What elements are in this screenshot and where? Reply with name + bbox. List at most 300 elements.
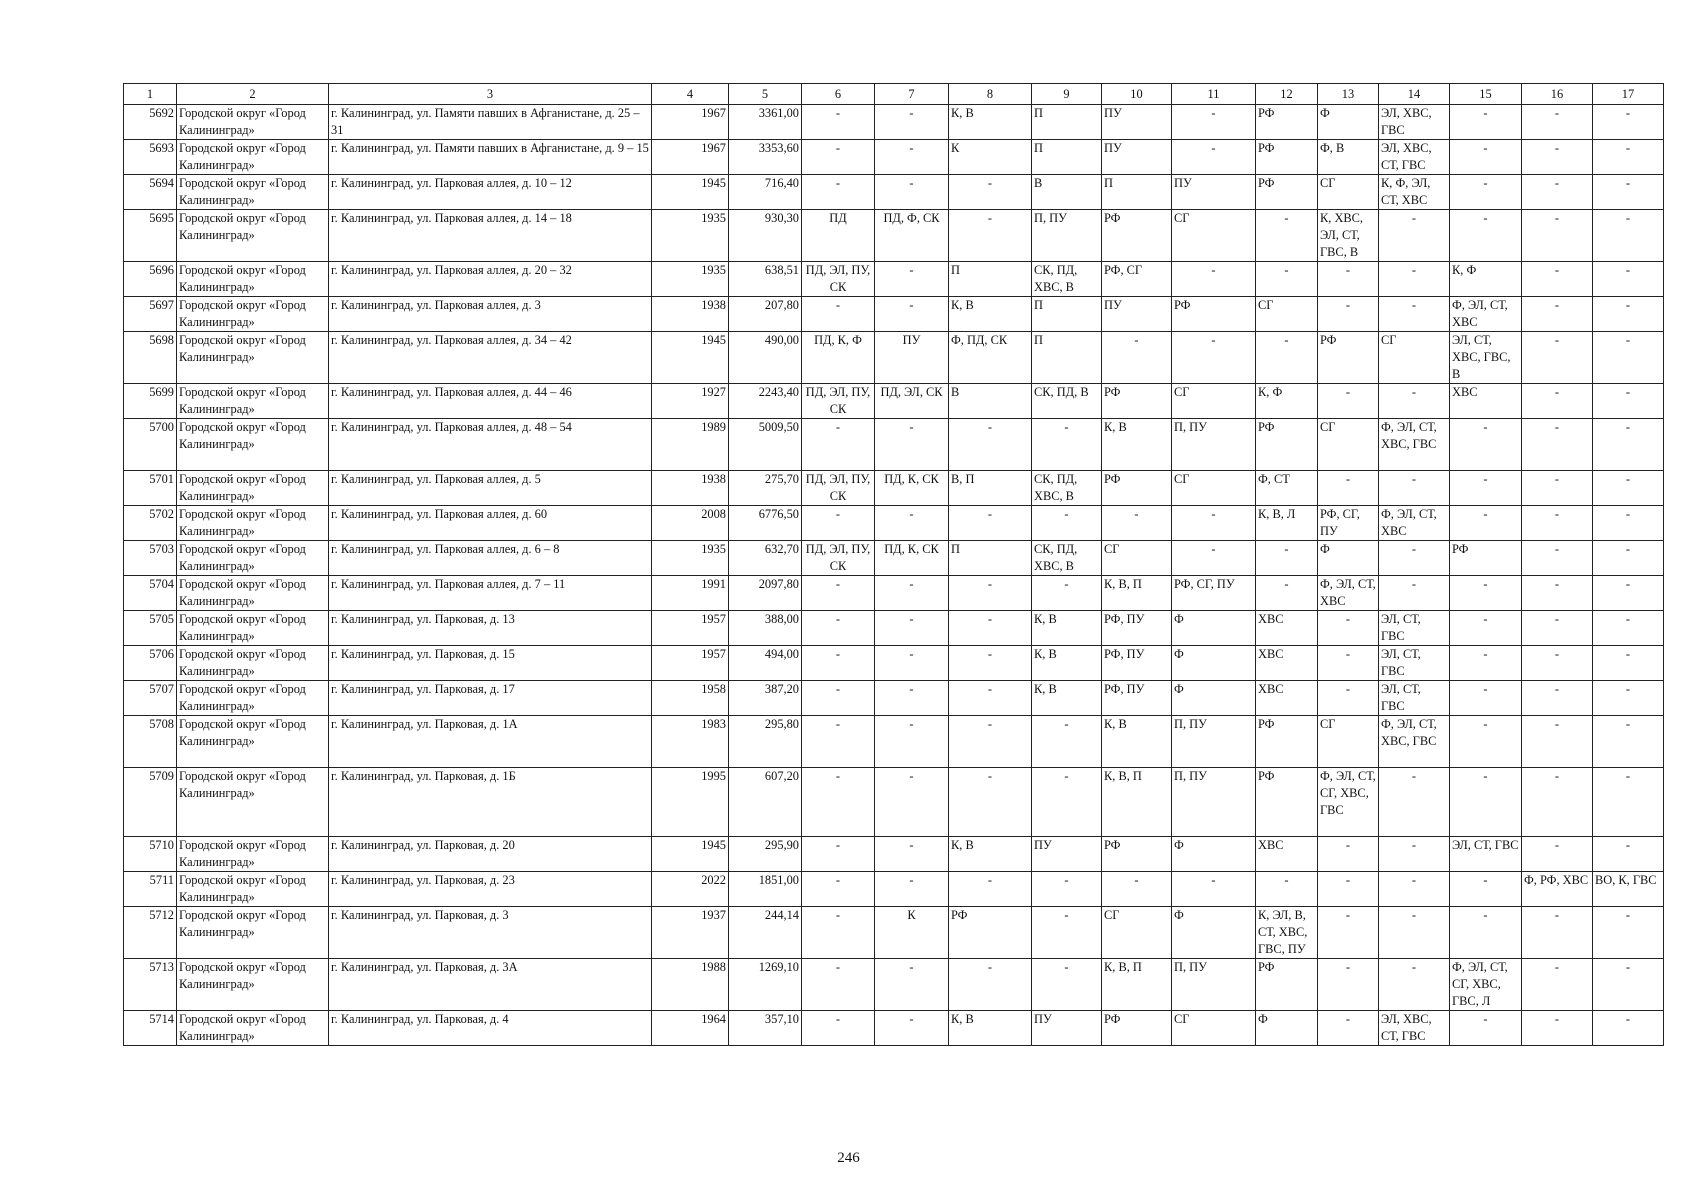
cell-col-9: - — [1032, 907, 1102, 959]
cell-col-6: - — [802, 872, 875, 907]
cell-municipality: Городской округ «Город Калининград» — [177, 681, 329, 716]
cell-col-8: - — [949, 210, 1032, 262]
cell-municipality: Городской округ «Город Калининград» — [177, 297, 329, 332]
cell-row-number: 5708 — [124, 716, 177, 768]
cell-col-9: К, В — [1032, 681, 1102, 716]
cell-col-11: СГ — [1172, 210, 1256, 262]
cell-col-11: П, ПУ — [1172, 419, 1256, 471]
cell-municipality: Городской округ «Город Калининград» — [177, 262, 329, 297]
cell-col-13: - — [1318, 297, 1379, 332]
cell-col-10: ПУ — [1102, 140, 1172, 175]
cell-col-13: - — [1318, 646, 1379, 681]
table-row — [124, 105, 1664, 140]
table-row — [124, 541, 1664, 576]
cell-col-8: К, В — [949, 105, 1032, 140]
cell-col-17: - — [1593, 175, 1664, 210]
cell-area: 5009,50 — [729, 419, 802, 471]
cell-col-9: К, В — [1032, 646, 1102, 681]
cell-col-9: - — [1032, 419, 1102, 471]
table-row — [124, 471, 1664, 506]
cell-col-16: - — [1522, 1011, 1593, 1046]
cell-col-6: ПД, К, Ф — [802, 332, 875, 384]
cell-col-16: - — [1522, 262, 1593, 297]
cell-col-7: - — [875, 611, 949, 646]
cell-address: г. Калининград, ул. Парковая, д. 1А — [329, 716, 652, 768]
cell-col-16: - — [1522, 175, 1593, 210]
cell-col-11: СГ — [1172, 1011, 1256, 1046]
cell-col-8: К, В — [949, 837, 1032, 872]
cell-col-17: - — [1593, 907, 1664, 959]
cell-col-7: К — [875, 907, 949, 959]
cell-col-13: - — [1318, 959, 1379, 1011]
cell-col-14: ЭЛ, СТ, ГВС — [1379, 646, 1450, 681]
cell-col-15: Ф, ЭЛ, СТ, СГ, ХВС, ГВС, Л — [1450, 959, 1522, 1011]
cell-col-7: ПД, К, СК — [875, 541, 949, 576]
cell-col-7: - — [875, 1011, 949, 1046]
cell-address: г. Калининград, ул. Парковая аллея, д. 10 – 12 — [329, 175, 652, 210]
cell-col-7: - — [875, 576, 949, 611]
cell-year: 1991 — [652, 576, 729, 611]
cell-col-17: - — [1593, 959, 1664, 1011]
table-row — [124, 872, 1664, 907]
cell-col-13: Ф — [1318, 541, 1379, 576]
cell-col-9: - — [1032, 716, 1102, 768]
cell-col-11: - — [1172, 105, 1256, 140]
cell-col-8: - — [949, 175, 1032, 210]
cell-col-12: РФ — [1256, 105, 1318, 140]
cell-col-9: ПУ — [1032, 1011, 1102, 1046]
cell-col-10: РФ — [1102, 1011, 1172, 1046]
column-header: 2 — [177, 84, 329, 105]
cell-address: г. Калининград, ул. Парковая аллея, д. 6 – 8 — [329, 541, 652, 576]
cell-col-16: - — [1522, 681, 1593, 716]
cell-year: 1938 — [652, 297, 729, 332]
cell-col-11: СГ — [1172, 384, 1256, 419]
cell-col-8: - — [949, 646, 1032, 681]
cell-area: 638,51 — [729, 262, 802, 297]
cell-col-7: - — [875, 140, 949, 175]
cell-col-17: - — [1593, 506, 1664, 541]
cell-col-8: - — [949, 959, 1032, 1011]
cell-col-16: Ф, РФ, ХВС — [1522, 872, 1593, 907]
cell-year: 1945 — [652, 175, 729, 210]
cell-col-6: ПД, ЭЛ, ПУ, СК — [802, 262, 875, 297]
cell-col-14: - — [1379, 384, 1450, 419]
cell-area: 716,40 — [729, 175, 802, 210]
cell-col-6: ПД, ЭЛ, ПУ, СК — [802, 471, 875, 506]
cell-col-7: - — [875, 837, 949, 872]
cell-year: 1938 — [652, 471, 729, 506]
cell-col-16: - — [1522, 384, 1593, 419]
cell-col-13: - — [1318, 611, 1379, 646]
cell-row-number: 5710 — [124, 837, 177, 872]
table-row — [124, 175, 1664, 210]
cell-row-number: 5706 — [124, 646, 177, 681]
cell-year: 1927 — [652, 384, 729, 419]
cell-col-13: - — [1318, 384, 1379, 419]
cell-municipality: Городской округ «Город Калининград» — [177, 907, 329, 959]
cell-address: г. Калининград, ул. Парковая аллея, д. 20 – 32 — [329, 262, 652, 297]
cell-col-15: - — [1450, 419, 1522, 471]
cell-address: г. Калининград, ул. Памяти павших в Афганистане, д. 25 – 31 — [329, 105, 652, 140]
cell-col-16: - — [1522, 716, 1593, 768]
cell-col-15: - — [1450, 646, 1522, 681]
cell-col-16: - — [1522, 140, 1593, 175]
cell-col-11: Ф — [1172, 837, 1256, 872]
cell-col-9: - — [1032, 959, 1102, 1011]
cell-col-8: - — [949, 716, 1032, 768]
cell-col-15: - — [1450, 210, 1522, 262]
cell-col-14: - — [1379, 541, 1450, 576]
cell-col-13: СГ — [1318, 419, 1379, 471]
cell-col-14: ЭЛ, ХВС, СТ, ГВС — [1379, 140, 1450, 175]
cell-col-6: - — [802, 506, 875, 541]
cell-col-8: - — [949, 768, 1032, 837]
cell-col-14: - — [1379, 872, 1450, 907]
cell-col-16: - — [1522, 768, 1593, 837]
cell-address: г. Калининград, ул. Парковая аллея, д. 5 — [329, 471, 652, 506]
column-header: 15 — [1450, 84, 1522, 105]
cell-col-14: - — [1379, 837, 1450, 872]
cell-area: 295,80 — [729, 716, 802, 768]
cell-row-number: 5701 — [124, 471, 177, 506]
cell-col-16: - — [1522, 576, 1593, 611]
cell-col-15: - — [1450, 506, 1522, 541]
cell-col-12: - — [1256, 576, 1318, 611]
table-row — [124, 506, 1664, 541]
cell-col-17: - — [1593, 716, 1664, 768]
cell-col-16: - — [1522, 541, 1593, 576]
cell-col-14: - — [1379, 210, 1450, 262]
cell-col-12: СГ — [1256, 297, 1318, 332]
cell-col-12: - — [1256, 332, 1318, 384]
cell-col-11: Ф — [1172, 646, 1256, 681]
cell-col-15: ЭЛ, СТ, ГВС — [1450, 837, 1522, 872]
cell-year: 1957 — [652, 611, 729, 646]
column-header: 10 — [1102, 84, 1172, 105]
column-header: 13 — [1318, 84, 1379, 105]
cell-col-16: - — [1522, 907, 1593, 959]
cell-col-9: В — [1032, 175, 1102, 210]
cell-col-17: - — [1593, 471, 1664, 506]
cell-col-6: - — [802, 646, 875, 681]
cell-row-number: 5712 — [124, 907, 177, 959]
table-row — [124, 419, 1664, 471]
cell-area: 3353,60 — [729, 140, 802, 175]
cell-col-11: СГ — [1172, 471, 1256, 506]
cell-area: 494,00 — [729, 646, 802, 681]
table-row — [124, 332, 1664, 384]
cell-col-12: ХВС — [1256, 837, 1318, 872]
cell-area: 607,20 — [729, 768, 802, 837]
cell-col-14: К, Ф, ЭЛ, СТ, ХВС — [1379, 175, 1450, 210]
cell-col-9: П — [1032, 105, 1102, 140]
table-row — [124, 262, 1664, 297]
cell-col-8: К, В — [949, 297, 1032, 332]
table-row — [124, 611, 1664, 646]
cell-area: 930,30 — [729, 210, 802, 262]
cell-col-16: - — [1522, 506, 1593, 541]
cell-col-7: - — [875, 646, 949, 681]
cell-col-8: П — [949, 262, 1032, 297]
cell-row-number: 5711 — [124, 872, 177, 907]
page-number: 246 — [837, 1150, 860, 1166]
table-row — [124, 959, 1664, 1011]
cell-col-7: ПД, ЭЛ, СК — [875, 384, 949, 419]
cell-col-6: - — [802, 297, 875, 332]
cell-col-9: П — [1032, 297, 1102, 332]
cell-col-6: - — [802, 140, 875, 175]
cell-row-number: 5699 — [124, 384, 177, 419]
cell-col-13: СГ — [1318, 716, 1379, 768]
table-row — [124, 646, 1664, 681]
cell-col-14: ЭЛ, СТ, ГВС — [1379, 611, 1450, 646]
cell-address: г. Калининград, ул. Парковая, д. 15 — [329, 646, 652, 681]
cell-row-number: 5694 — [124, 175, 177, 210]
cell-col-9: - — [1032, 768, 1102, 837]
cell-col-13: РФ — [1318, 332, 1379, 384]
cell-col-6: ПД — [802, 210, 875, 262]
cell-col-8: В — [949, 384, 1032, 419]
cell-col-7: - — [875, 768, 949, 837]
cell-col-11: Ф — [1172, 611, 1256, 646]
cell-col-8: К — [949, 140, 1032, 175]
cell-area: 295,90 — [729, 837, 802, 872]
cell-row-number: 5713 — [124, 959, 177, 1011]
cell-col-6: - — [802, 716, 875, 768]
cell-col-14: ЭЛ, ХВС, СТ, ГВС — [1379, 1011, 1450, 1046]
cell-col-7: - — [875, 959, 949, 1011]
column-header: 16 — [1522, 84, 1593, 105]
cell-col-15: ХВС — [1450, 384, 1522, 419]
cell-address: г. Калининград, ул. Парковая, д. 23 — [329, 872, 652, 907]
cell-area: 3361,00 — [729, 105, 802, 140]
cell-col-16: - — [1522, 471, 1593, 506]
cell-year: 1989 — [652, 419, 729, 471]
cell-col-14: Ф, ЭЛ, СТ, ХВС — [1379, 506, 1450, 541]
cell-row-number: 5709 — [124, 768, 177, 837]
cell-col-12: К, В, Л — [1256, 506, 1318, 541]
cell-col-6: - — [802, 681, 875, 716]
cell-col-12: РФ — [1256, 140, 1318, 175]
cell-col-8: - — [949, 506, 1032, 541]
table-row — [124, 384, 1664, 419]
cell-address: г. Калининград, ул. Парковая, д. 3А — [329, 959, 652, 1011]
cell-col-17: - — [1593, 384, 1664, 419]
cell-col-17: - — [1593, 576, 1664, 611]
cell-col-9: СК, ПД, ХВС, В — [1032, 262, 1102, 297]
cell-col-10: РФ, ПУ — [1102, 681, 1172, 716]
table-row — [124, 1011, 1664, 1046]
cell-col-15: К, Ф — [1450, 262, 1522, 297]
cell-col-16: - — [1522, 837, 1593, 872]
cell-row-number: 5692 — [124, 105, 177, 140]
cell-col-12: РФ — [1256, 175, 1318, 210]
cell-col-7: ПУ — [875, 332, 949, 384]
cell-col-6: - — [802, 907, 875, 959]
cell-col-7: - — [875, 506, 949, 541]
cell-col-12: - — [1256, 872, 1318, 907]
cell-col-10: - — [1102, 506, 1172, 541]
cell-col-12: РФ — [1256, 716, 1318, 768]
cell-row-number: 5704 — [124, 576, 177, 611]
cell-col-9: - — [1032, 872, 1102, 907]
cell-col-10: К, В, П — [1102, 768, 1172, 837]
cell-col-17: - — [1593, 646, 1664, 681]
column-header: 5 — [729, 84, 802, 105]
table-row — [124, 768, 1664, 837]
cell-col-14: Ф, ЭЛ, СТ, ХВС, ГВС — [1379, 419, 1450, 471]
cell-municipality: Городской округ «Город Калининград» — [177, 419, 329, 471]
cell-municipality: Городской округ «Город Калининград» — [177, 768, 329, 837]
cell-col-11: П, ПУ — [1172, 959, 1256, 1011]
cell-municipality: Городской округ «Город Калининград» — [177, 837, 329, 872]
cell-col-14: - — [1379, 262, 1450, 297]
cell-address: г. Калининград, ул. Парковая, д. 1Б — [329, 768, 652, 837]
cell-col-9: СК, ПД, В — [1032, 384, 1102, 419]
cell-address: г. Калининград, ул. Парковая аллея, д. 44 – 46 — [329, 384, 652, 419]
cell-col-15: - — [1450, 471, 1522, 506]
cell-col-7: ПД, К, СК — [875, 471, 949, 506]
cell-row-number: 5705 — [124, 611, 177, 646]
cell-col-11: ПУ — [1172, 175, 1256, 210]
cell-col-17: - — [1593, 105, 1664, 140]
cell-col-6: - — [802, 959, 875, 1011]
cell-area: 275,70 — [729, 471, 802, 506]
cell-municipality: Городской округ «Город Калининград» — [177, 471, 329, 506]
cell-municipality: Городской округ «Город Калининград» — [177, 541, 329, 576]
table-row — [124, 716, 1664, 768]
cell-col-17: - — [1593, 262, 1664, 297]
cell-year: 1967 — [652, 140, 729, 175]
cell-address: г. Калининград, ул. Парковая, д. 13 — [329, 611, 652, 646]
cell-col-9: СК, ПД, ХВС, В — [1032, 471, 1102, 506]
cell-col-12: РФ — [1256, 419, 1318, 471]
cell-col-12: Ф — [1256, 1011, 1318, 1046]
cell-municipality: Городской округ «Город Калининград» — [177, 140, 329, 175]
cell-col-9: СК, ПД, ХВС, В — [1032, 541, 1102, 576]
cell-col-16: - — [1522, 297, 1593, 332]
cell-col-14: - — [1379, 959, 1450, 1011]
cell-area: 1851,00 — [729, 872, 802, 907]
register-table — [123, 83, 1664, 1046]
cell-row-number: 5695 — [124, 210, 177, 262]
table-body — [124, 84, 1664, 1046]
cell-col-15: - — [1450, 175, 1522, 210]
cell-year: 1957 — [652, 646, 729, 681]
cell-row-number: 5693 — [124, 140, 177, 175]
cell-municipality: Городской округ «Город Калининград» — [177, 576, 329, 611]
cell-col-16: - — [1522, 611, 1593, 646]
table-row — [124, 210, 1664, 262]
cell-col-8: - — [949, 611, 1032, 646]
cell-col-17: - — [1593, 1011, 1664, 1046]
cell-col-8: - — [949, 872, 1032, 907]
cell-address: г. Калининград, ул. Памяти павших в Афганистане, д. 9 – 15 — [329, 140, 652, 175]
cell-municipality: Городской округ «Город Калининград» — [177, 646, 329, 681]
cell-col-6: - — [802, 419, 875, 471]
cell-col-13: Ф — [1318, 105, 1379, 140]
cell-col-10: РФ, СГ — [1102, 262, 1172, 297]
cell-col-6: - — [802, 768, 875, 837]
cell-address: г. Калининград, ул. Парковая, д. 20 — [329, 837, 652, 872]
cell-area: 387,20 — [729, 681, 802, 716]
cell-col-8: Ф, ПД, СК — [949, 332, 1032, 384]
cell-col-11: - — [1172, 872, 1256, 907]
cell-col-13: СГ — [1318, 175, 1379, 210]
column-header: 9 — [1032, 84, 1102, 105]
cell-col-13: - — [1318, 471, 1379, 506]
cell-area: 2243,40 — [729, 384, 802, 419]
cell-col-12: ХВС — [1256, 646, 1318, 681]
cell-col-7: ПД, Ф, СК — [875, 210, 949, 262]
cell-col-15: - — [1450, 768, 1522, 837]
cell-municipality: Городской округ «Город Калининград» — [177, 384, 329, 419]
cell-col-7: - — [875, 419, 949, 471]
cell-col-7: - — [875, 297, 949, 332]
cell-municipality: Городской округ «Город Калининград» — [177, 716, 329, 768]
cell-col-16: - — [1522, 646, 1593, 681]
cell-col-11: - — [1172, 332, 1256, 384]
cell-col-13: - — [1318, 872, 1379, 907]
cell-col-11: - — [1172, 140, 1256, 175]
cell-municipality: Городской округ «Город Калининград» — [177, 611, 329, 646]
cell-col-10: К, В — [1102, 716, 1172, 768]
cell-col-14: СГ — [1379, 332, 1450, 384]
cell-area: 490,00 — [729, 332, 802, 384]
cell-col-15: РФ — [1450, 541, 1522, 576]
cell-address: г. Калининград, ул. Парковая аллея, д. 34 – 42 — [329, 332, 652, 384]
cell-col-16: - — [1522, 210, 1593, 262]
cell-col-17: ВО, К, ГВС — [1593, 872, 1664, 907]
cell-col-6: - — [802, 837, 875, 872]
cell-col-10: - — [1102, 872, 1172, 907]
cell-address: г. Калининград, ул. Парковая аллея, д. 7 – 11 — [329, 576, 652, 611]
cell-col-6: - — [802, 611, 875, 646]
cell-col-11: П, ПУ — [1172, 716, 1256, 768]
cell-col-17: - — [1593, 140, 1664, 175]
cell-col-6: ПД, ЭЛ, ПУ, СК — [802, 541, 875, 576]
cell-col-12: РФ — [1256, 959, 1318, 1011]
cell-col-8: - — [949, 576, 1032, 611]
cell-col-10: РФ — [1102, 210, 1172, 262]
cell-col-9: - — [1032, 506, 1102, 541]
cell-col-7: - — [875, 175, 949, 210]
cell-col-11: Ф — [1172, 681, 1256, 716]
cell-year: 1958 — [652, 681, 729, 716]
cell-col-12: РФ — [1256, 768, 1318, 837]
column-header: 1 — [124, 84, 177, 105]
cell-col-14: - — [1379, 471, 1450, 506]
cell-col-15: ЭЛ, СТ, ХВС, ГВС, В — [1450, 332, 1522, 384]
cell-col-14: - — [1379, 768, 1450, 837]
cell-col-15: Ф, ЭЛ, СТ, ХВС — [1450, 297, 1522, 332]
cell-municipality: Городской округ «Город Калининград» — [177, 506, 329, 541]
cell-area: 357,10 — [729, 1011, 802, 1046]
column-header: 14 — [1379, 84, 1450, 105]
cell-col-14: - — [1379, 576, 1450, 611]
cell-col-6: - — [802, 105, 875, 140]
cell-col-13: РФ, СГ, ПУ — [1318, 506, 1379, 541]
cell-col-12: - — [1256, 262, 1318, 297]
cell-col-10: СГ — [1102, 907, 1172, 959]
cell-year: 1983 — [652, 716, 729, 768]
cell-municipality: Городской округ «Город Калининград» — [177, 175, 329, 210]
cell-municipality: Городской округ «Город Калининград» — [177, 959, 329, 1011]
column-header: 7 — [875, 84, 949, 105]
cell-col-14: Ф, ЭЛ, СТ, ХВС, ГВС — [1379, 716, 1450, 768]
cell-col-15: - — [1450, 907, 1522, 959]
